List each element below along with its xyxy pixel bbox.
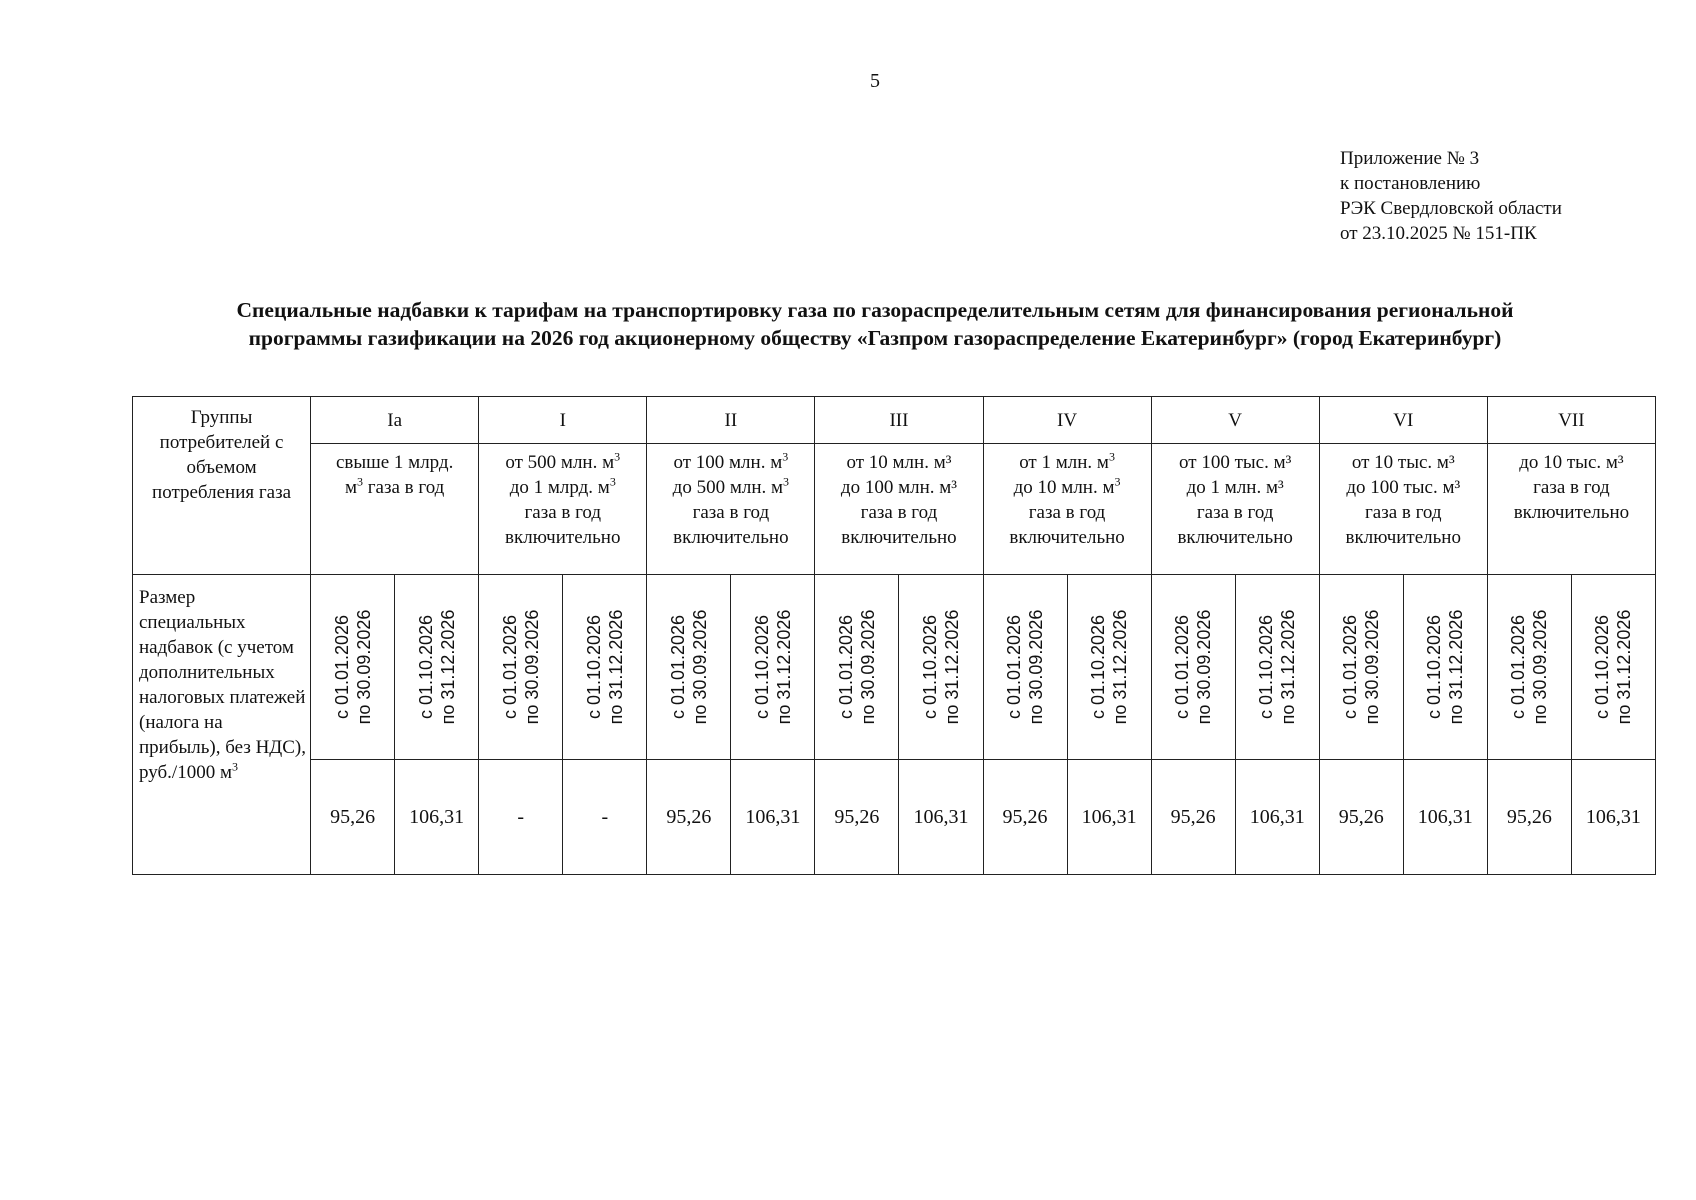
period-cell: с 01.10.2026 по 31.12.2026 (1571, 575, 1655, 760)
group-name-cell: IV (983, 397, 1151, 444)
range-line: до 1 млрд. $м^3$ (509, 474, 616, 498)
range-line: включительно (505, 527, 621, 548)
row-label-body: Размер специальных надбавок (с учетом дополнительных налоговых платежей (налога на прибыль), без НДС), руб./1000 $м^3$ (133, 575, 311, 875)
period-cell: с 01.01.2026 по 30.09.2026 (815, 575, 899, 760)
value-cell: 106,31 (731, 760, 815, 875)
range-line: газа в год (860, 502, 938, 523)
period-cell: с 01.01.2026 по 30.09.2026 (647, 575, 731, 760)
value-cell: 95,26 (1319, 760, 1403, 875)
group-name-cell: VI (1319, 397, 1487, 444)
group-range-cell (1319, 444, 1487, 575)
group-name-cell: V (1151, 397, 1319, 444)
range-line: включительно (673, 527, 789, 548)
document-title (140, 296, 1610, 352)
table-header-row (133, 397, 1656, 444)
value-cell: - (563, 760, 647, 875)
range-line: газа в год (692, 502, 770, 523)
value-cell: 95,26 (647, 760, 731, 875)
value-cell: 106,31 (1571, 760, 1655, 875)
group-name-cell: Ia (311, 397, 479, 444)
table-range-row (133, 444, 1656, 575)
period-cell: с 01.10.2026 по 31.12.2026 (1403, 575, 1487, 760)
range-line: газа в год (524, 502, 602, 523)
value-cell: 106,31 (395, 760, 479, 875)
group-name-cell: II (647, 397, 815, 444)
range-line: газа в год (1533, 477, 1610, 498)
period-cell: с 01.10.2026 по 31.12.2026 (395, 575, 479, 760)
group-range-cell (983, 444, 1151, 575)
group-range-cell (479, 444, 647, 575)
period-cell: с 01.01.2026 по 30.09.2026 (1487, 575, 1571, 760)
range-line: газа в год (1364, 502, 1442, 523)
appendix-line: Приложение № 3 (1340, 148, 1480, 169)
range-line: до 100 тыс. м³ (1346, 477, 1461, 498)
range-line: включительно (841, 527, 957, 548)
value-cell: 106,31 (899, 760, 983, 875)
period-cell: с 01.01.2026 по 30.09.2026 (1151, 575, 1235, 760)
range-line: от 100 млн. $м^3$ (673, 449, 789, 473)
title-line: Специальные надбавки к тарифам на транспортировку газа по газораспределительным сетям для финансирования региональной (236, 298, 1514, 322)
value-cell: 106,31 (1235, 760, 1319, 875)
table-period-row (133, 575, 1656, 760)
range-line: до 10 млн. $м^3$ (1013, 474, 1121, 498)
period-cell: с 01.01.2026 по 30.09.2026 (479, 575, 563, 760)
appendix-line: от 23.10.2025 № 151-ПК (1340, 223, 1537, 244)
appendix-line: к постановлению (1340, 173, 1481, 194)
value-cell: 95,26 (311, 760, 395, 875)
period-cell: с 01.01.2026 по 30.09.2026 (311, 575, 395, 760)
value-cell: 95,26 (1487, 760, 1571, 875)
range-line: до 100 млн. м³ (840, 477, 957, 498)
group-range-cell (311, 444, 479, 575)
title-line: программы газификации на 2026 год акционерному обществу «Газпром газораспределение Екатеринбург» (город Екатеринбург) (248, 326, 1502, 350)
range-line: газа в год (1028, 502, 1106, 523)
page-number: 5 (870, 70, 880, 92)
group-name-cell: VII (1487, 397, 1655, 444)
group-name-cell: I (479, 397, 647, 444)
range-line: от 1 млн. $м^3$ (1019, 449, 1115, 473)
range-line: $м^3$ газа в год (344, 474, 445, 498)
row-label-header: Группы потребителей с объемом потребления газа (133, 397, 311, 575)
table-value-row (133, 760, 1656, 875)
period-cell: с 01.01.2026 по 30.09.2026 (983, 575, 1067, 760)
group-range-cell (815, 444, 983, 575)
period-cell: с 01.10.2026 по 31.12.2026 (1067, 575, 1151, 760)
value-cell: 106,31 (1403, 760, 1487, 875)
range-line: от 100 тыс. м³ (1179, 452, 1292, 473)
range-line: от 10 млн. м³ (846, 452, 952, 473)
period-cell: с 01.10.2026 по 31.12.2026 (1235, 575, 1319, 760)
appendix-note (1340, 146, 1562, 246)
range-line: от 10 тыс. м³ (1351, 452, 1455, 473)
group-range-cell (1151, 444, 1319, 575)
range-line: от 500 млн. $м^3$ (505, 449, 621, 473)
range-line: до 1 млн. м³ (1186, 477, 1284, 498)
value-cell: 95,26 (815, 760, 899, 875)
range-line: до 10 тыс. м³ (1519, 452, 1624, 473)
period-cell: с 01.10.2026 по 31.12.2026 (899, 575, 983, 760)
tariff-table (132, 396, 1656, 875)
range-line: включительно (1345, 527, 1461, 548)
period-cell: с 01.01.2026 по 30.09.2026 (1319, 575, 1403, 760)
group-range-cell (1487, 444, 1655, 575)
value-cell: - (479, 760, 563, 875)
range-line: включительно (1513, 502, 1630, 523)
period-cell: с 01.10.2026 по 31.12.2026 (563, 575, 647, 760)
group-range-cell (647, 444, 815, 575)
range-line: включительно (1177, 527, 1293, 548)
value-cell: 95,26 (983, 760, 1067, 875)
range-line: газа в год (1196, 502, 1274, 523)
value-cell: 106,31 (1067, 760, 1151, 875)
range-line: включительно (1009, 527, 1125, 548)
period-cell: с 01.10.2026 по 31.12.2026 (731, 575, 815, 760)
value-cell: 95,26 (1151, 760, 1235, 875)
range-line: до 500 млн. $м^3$ (672, 474, 790, 498)
appendix-line: РЭК Свердловской области (1340, 198, 1562, 219)
range-line: свыше 1 млрд. (335, 452, 454, 473)
group-name-cell: III (815, 397, 983, 444)
